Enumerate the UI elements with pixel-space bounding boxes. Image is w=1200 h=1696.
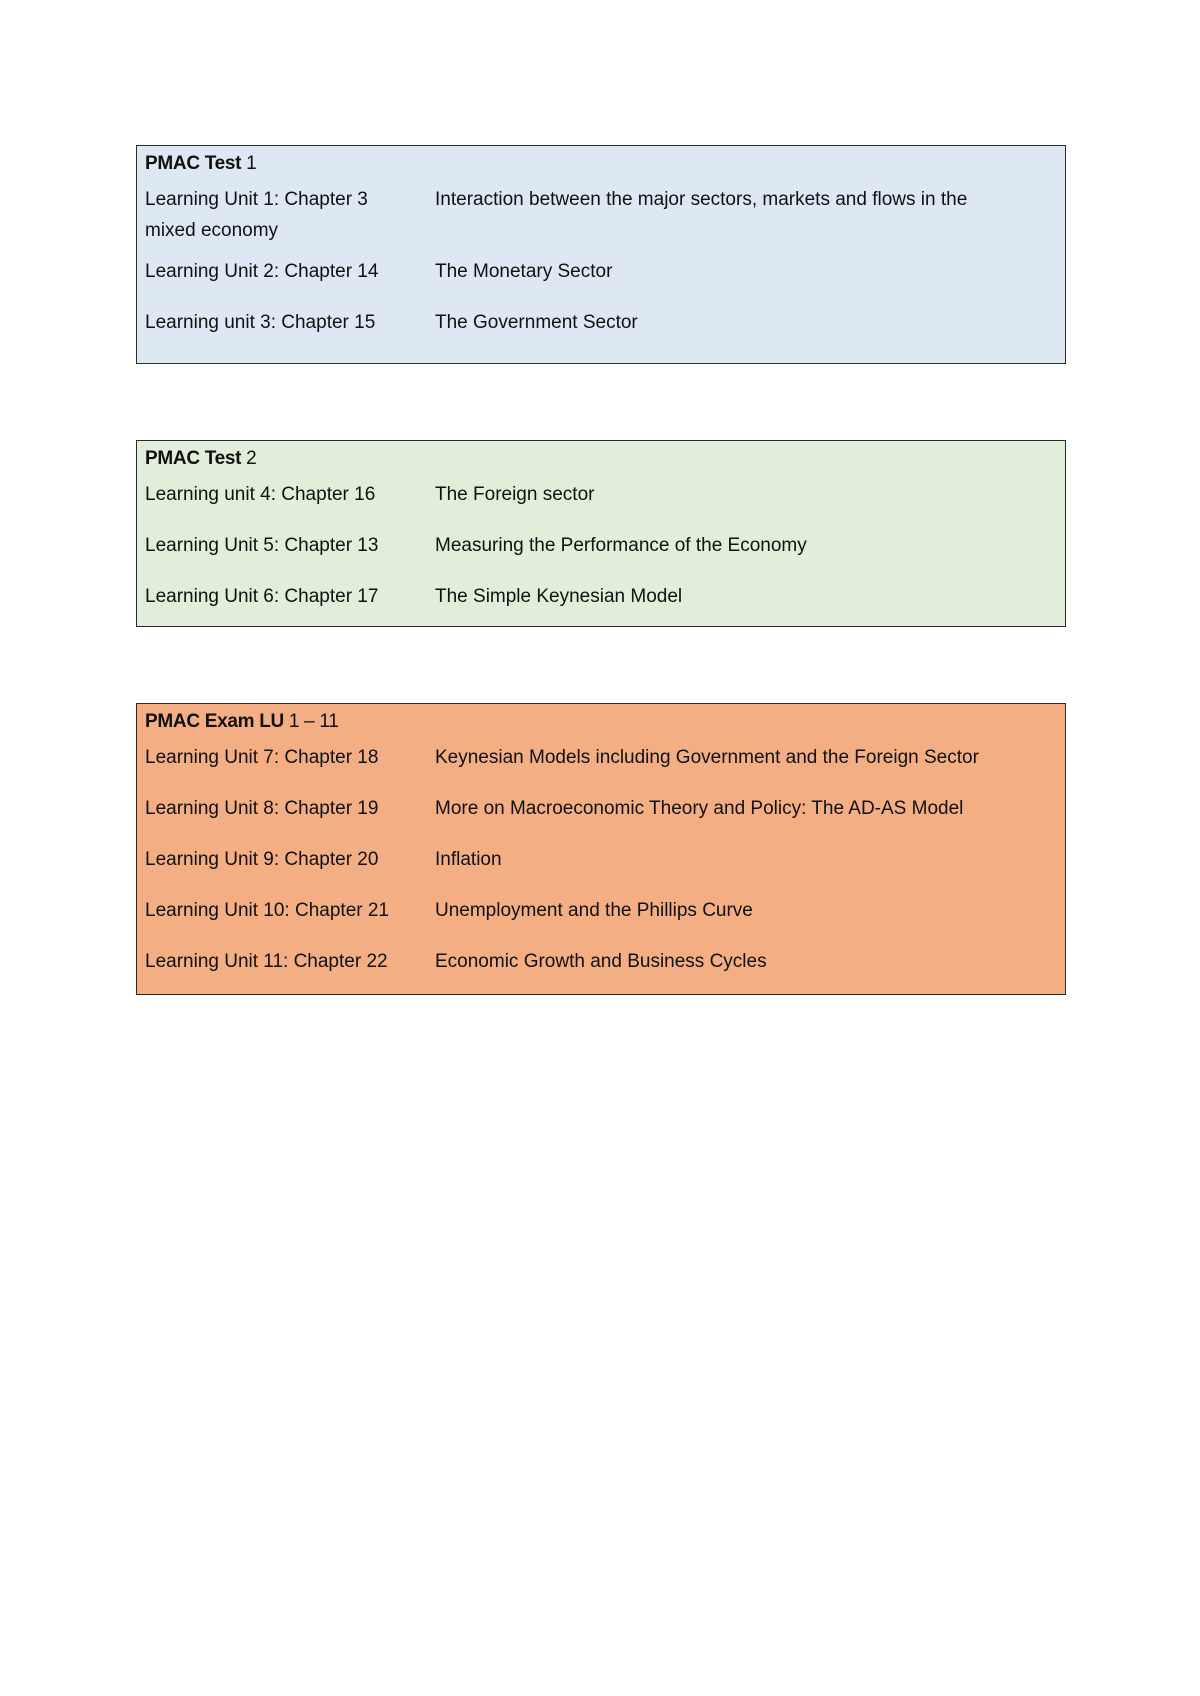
- learning-unit-row: [145, 793, 1057, 824]
- pmac-test-1-box: [136, 145, 1066, 364]
- learning-unit-label: Learning Unit 10: Chapter 21: [145, 900, 389, 921]
- learning-unit-topic: Unemployment and the Phillips Curve: [435, 900, 753, 921]
- learning-unit-topic-line: Interaction between the major sectors, markets and flows in the: [435, 189, 968, 210]
- learning-unit-row: [145, 946, 1057, 977]
- pmac-exam-box: [136, 703, 1066, 995]
- section-title: [145, 441, 1057, 471]
- learning-unit-row: [145, 184, 1057, 246]
- learning-unit-topic: The Simple Keynesian Model: [435, 586, 683, 607]
- learning-unit-label: Learning unit 3: Chapter 15: [145, 312, 376, 333]
- learning-unit-topic: Inflation: [435, 849, 502, 870]
- section-title-number: 2: [241, 448, 257, 469]
- learning-unit-label: Learning Unit 7: Chapter 18: [145, 747, 379, 768]
- learning-unit-row: [145, 742, 1057, 773]
- learning-unit-label: Learning Unit 2: Chapter 14: [145, 261, 379, 282]
- learning-unit-row: [145, 256, 1057, 287]
- section-title-main: PMAC Test: [145, 153, 242, 174]
- section-title: [145, 146, 1057, 176]
- learning-unit-topic: Keynesian Models including Government and the Foreign Sector: [435, 747, 979, 768]
- learning-unit-topic: More on Macroeconomic Theory and Policy: The AD-AS Model: [435, 798, 964, 819]
- learning-unit-label: Learning Unit 1: Chapter 3: [145, 189, 368, 210]
- learning-unit-label: Learning Unit 5: Chapter 13: [145, 535, 379, 556]
- section-title-number: 1 – 11: [283, 711, 339, 732]
- learning-unit-topic: Measuring the Performance of the Economy: [435, 535, 807, 556]
- learning-unit-topic-line: mixed economy: [145, 220, 279, 241]
- learning-unit-label: Learning unit 4: Chapter 16: [145, 484, 376, 505]
- learning-unit-label: Learning Unit 8: Chapter 19: [145, 798, 379, 819]
- learning-unit-label: Learning Unit 9: Chapter 20: [145, 849, 379, 870]
- learning-unit-row: [145, 307, 1057, 338]
- learning-unit-row: [145, 530, 1057, 561]
- learning-unit-topic: The Foreign sector: [435, 484, 595, 505]
- learning-unit-topic: The Government Sector: [435, 312, 638, 333]
- section-title-number: 1: [241, 153, 257, 174]
- learning-unit-row: [145, 581, 1057, 612]
- learning-unit-label: Learning Unit 6: Chapter 17: [145, 586, 379, 607]
- learning-unit-row: [145, 895, 1057, 926]
- learning-unit-row: [145, 844, 1057, 875]
- section-title-main: PMAC Exam LU: [145, 711, 284, 732]
- section-title-main: PMAC Test: [145, 448, 242, 469]
- learning-unit-topic: Economic Growth and Business Cycles: [435, 951, 767, 972]
- pmac-test-2-box: [136, 440, 1066, 627]
- learning-unit-label: Learning Unit 11: Chapter 22: [145, 951, 388, 972]
- learning-unit-topic: The Monetary Sector: [435, 261, 613, 282]
- section-title: [145, 704, 1057, 734]
- learning-unit-row: [145, 479, 1057, 510]
